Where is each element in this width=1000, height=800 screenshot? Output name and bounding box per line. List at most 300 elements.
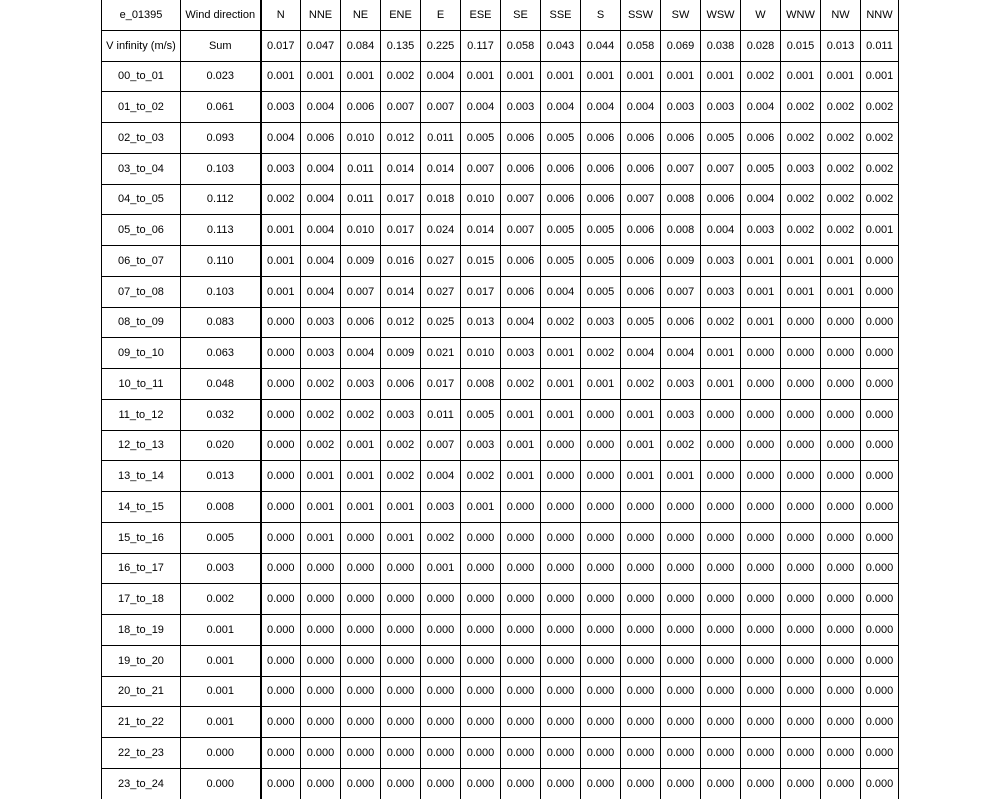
value-cell: 0.004: [301, 92, 341, 123]
value-cell: 0.000: [301, 676, 341, 707]
value-cell: 0.000: [861, 399, 899, 430]
sum-cell: 0.020: [181, 430, 261, 461]
value-cell: 0.001: [501, 430, 541, 461]
value-cell: 0.002: [381, 61, 421, 92]
value-cell: 0.000: [821, 738, 861, 769]
sum-cell: 0.001: [181, 676, 261, 707]
value-cell: 0.000: [261, 768, 301, 798]
table-row: [102, 61, 899, 92]
value-cell: 0.000: [781, 553, 821, 584]
value-cell: 0.000: [581, 645, 621, 676]
row-label-cell: 09_to_10: [102, 338, 181, 369]
value-cell: 0.008: [461, 369, 501, 400]
value-cell: 0.000: [701, 615, 741, 646]
value-cell: 0.001: [701, 338, 741, 369]
value-cell: 0.058: [501, 30, 541, 61]
value-cell: SE: [501, 0, 541, 30]
value-cell: 0.004: [541, 276, 581, 307]
value-cell: 0.000: [661, 584, 701, 615]
value-cell: 0.004: [421, 461, 461, 492]
value-cell: 0.000: [341, 615, 381, 646]
value-cell: 0.002: [301, 430, 341, 461]
sum-cell: 0.110: [181, 246, 261, 277]
value-cell: 0.000: [821, 430, 861, 461]
value-cell: 0.016: [381, 246, 421, 277]
value-cell: 0.000: [741, 399, 781, 430]
value-cell: 0.000: [461, 738, 501, 769]
value-cell: 0.017: [261, 30, 301, 61]
value-cell: 0.000: [821, 615, 861, 646]
value-cell: 0.000: [701, 522, 741, 553]
value-cell: 0.000: [261, 369, 301, 400]
row-label-cell: 06_to_07: [102, 246, 181, 277]
value-cell: 0.000: [861, 461, 899, 492]
value-cell: 0.002: [461, 461, 501, 492]
value-cell: 0.000: [701, 584, 741, 615]
value-cell: 0.000: [781, 522, 821, 553]
value-cell: 0.004: [421, 61, 461, 92]
value-cell: 0.001: [861, 61, 899, 92]
value-cell: 0.000: [661, 707, 701, 738]
value-cell: 0.004: [661, 338, 701, 369]
value-cell: 0.000: [781, 676, 821, 707]
value-cell: 0.000: [541, 461, 581, 492]
value-cell: 0.003: [741, 215, 781, 246]
value-cell: 0.000: [501, 584, 541, 615]
table-row: [102, 522, 899, 553]
value-cell: 0.028: [741, 30, 781, 61]
value-cell: 0.000: [341, 738, 381, 769]
value-cell: 0.004: [541, 92, 581, 123]
value-cell: 0.006: [701, 184, 741, 215]
value-cell: 0.010: [341, 215, 381, 246]
sum-cell: 0.008: [181, 492, 261, 523]
table-row: [102, 123, 899, 154]
value-cell: 0.000: [421, 738, 461, 769]
value-cell: 0.000: [381, 707, 421, 738]
value-cell: 0.001: [501, 61, 541, 92]
value-cell: 0.000: [661, 553, 701, 584]
value-cell: 0.000: [381, 738, 421, 769]
value-cell: 0.000: [261, 584, 301, 615]
table-row: [102, 707, 899, 738]
value-cell: 0.000: [781, 461, 821, 492]
value-cell: 0.004: [581, 92, 621, 123]
value-cell: 0.007: [461, 153, 501, 184]
value-cell: 0.000: [861, 676, 899, 707]
value-cell: 0.000: [741, 768, 781, 798]
value-cell: 0.001: [581, 369, 621, 400]
value-cell: 0.000: [581, 461, 621, 492]
value-cell: 0.013: [461, 307, 501, 338]
value-cell: 0.000: [261, 492, 301, 523]
value-cell: 0.043: [541, 30, 581, 61]
value-cell: 0.000: [421, 768, 461, 798]
value-cell: 0.024: [421, 215, 461, 246]
table-row: [102, 307, 899, 338]
value-cell: 0.000: [781, 615, 821, 646]
value-cell: 0.000: [501, 707, 541, 738]
value-cell: 0.000: [381, 676, 421, 707]
row-label-cell: 00_to_01: [102, 61, 181, 92]
value-cell: 0.027: [421, 276, 461, 307]
value-cell: 0.000: [501, 645, 541, 676]
value-cell: 0.001: [741, 307, 781, 338]
value-cell: 0.002: [781, 92, 821, 123]
value-cell: N: [261, 0, 301, 30]
value-cell: 0.001: [741, 246, 781, 277]
value-cell: 0.000: [261, 676, 301, 707]
value-cell: 0.000: [261, 338, 301, 369]
value-cell: 0.011: [341, 184, 381, 215]
row-label-cell: V infinity (m/s): [102, 30, 181, 61]
value-cell: 0.000: [341, 522, 381, 553]
value-cell: 0.000: [581, 676, 621, 707]
row-label-cell: 10_to_11: [102, 369, 181, 400]
table-row: [102, 276, 899, 307]
sum-cell: 0.103: [181, 276, 261, 307]
value-cell: 0.000: [741, 707, 781, 738]
value-cell: 0.005: [461, 123, 501, 154]
sum-cell: 0.061: [181, 92, 261, 123]
value-cell: 0.005: [581, 276, 621, 307]
value-cell: 0.000: [701, 645, 741, 676]
value-cell: 0.001: [261, 246, 301, 277]
value-cell: 0.001: [701, 369, 741, 400]
sum-cell: Sum: [181, 30, 261, 61]
value-cell: 0.002: [861, 92, 899, 123]
value-cell: 0.000: [541, 615, 581, 646]
value-cell: 0.000: [541, 707, 581, 738]
value-cell: 0.007: [421, 92, 461, 123]
value-cell: 0.004: [301, 276, 341, 307]
value-cell: 0.000: [301, 768, 341, 798]
value-cell: 0.225: [421, 30, 461, 61]
value-cell: 0.005: [461, 399, 501, 430]
value-cell: 0.000: [381, 584, 421, 615]
value-cell: 0.002: [701, 307, 741, 338]
value-cell: 0.006: [381, 369, 421, 400]
row-label-cell: 21_to_22: [102, 707, 181, 738]
row-label-cell: 14_to_15: [102, 492, 181, 523]
value-cell: 0.012: [381, 307, 421, 338]
value-cell: 0.001: [301, 461, 341, 492]
value-cell: 0.000: [261, 645, 301, 676]
value-cell: 0.002: [741, 61, 781, 92]
value-cell: 0.084: [341, 30, 381, 61]
value-cell: 0.006: [501, 123, 541, 154]
table-row: [102, 92, 899, 123]
value-cell: 0.002: [861, 123, 899, 154]
table-row: [102, 184, 899, 215]
value-cell: 0.006: [621, 123, 661, 154]
value-cell: 0.006: [501, 246, 541, 277]
value-cell: 0.000: [261, 430, 301, 461]
value-cell: 0.000: [781, 584, 821, 615]
value-cell: 0.000: [701, 492, 741, 523]
value-cell: 0.000: [741, 461, 781, 492]
value-cell: NNE: [301, 0, 341, 30]
value-cell: 0.003: [661, 92, 701, 123]
value-cell: 0.007: [701, 153, 741, 184]
value-cell: 0.000: [261, 399, 301, 430]
row-label-cell: 13_to_14: [102, 461, 181, 492]
row-label-cell: 05_to_06: [102, 215, 181, 246]
value-cell: 0.000: [581, 399, 621, 430]
value-cell: 0.005: [581, 215, 621, 246]
value-cell: 0.000: [621, 676, 661, 707]
value-cell: 0.000: [261, 522, 301, 553]
value-cell: 0.003: [301, 338, 341, 369]
value-cell: WNW: [781, 0, 821, 30]
sum-cell: 0.001: [181, 645, 261, 676]
header-row: [102, 0, 899, 30]
value-cell: 0.014: [421, 153, 461, 184]
value-cell: 0.000: [741, 738, 781, 769]
value-cell: 0.014: [461, 215, 501, 246]
value-cell: 0.038: [701, 30, 741, 61]
value-cell: 0.000: [261, 615, 301, 646]
value-cell: 0.003: [501, 92, 541, 123]
value-cell: 0.002: [381, 430, 421, 461]
value-cell: 0.000: [741, 553, 781, 584]
value-cell: 0.002: [421, 522, 461, 553]
value-cell: 0.000: [621, 645, 661, 676]
table-row: [102, 215, 899, 246]
table-row: [102, 153, 899, 184]
value-cell: 0.003: [381, 399, 421, 430]
value-cell: 0.000: [341, 584, 381, 615]
row-label-cell: e_01395: [102, 0, 181, 30]
value-cell: 0.000: [861, 553, 899, 584]
value-cell: 0.013: [821, 30, 861, 61]
table-row: [102, 369, 899, 400]
value-cell: E: [421, 0, 461, 30]
table-row: [102, 676, 899, 707]
value-cell: 0.004: [501, 307, 541, 338]
value-cell: 0.006: [341, 92, 381, 123]
value-cell: 0.000: [661, 645, 701, 676]
value-cell: 0.001: [781, 276, 821, 307]
value-cell: 0.003: [781, 153, 821, 184]
value-cell: 0.001: [861, 215, 899, 246]
value-cell: 0.000: [741, 584, 781, 615]
value-cell: 0.000: [821, 338, 861, 369]
value-cell: 0.005: [701, 123, 741, 154]
value-cell: 0.004: [741, 184, 781, 215]
value-cell: 0.000: [301, 615, 341, 646]
value-cell: 0.000: [661, 522, 701, 553]
value-cell: 0.001: [461, 492, 501, 523]
sum-cell: 0.000: [181, 768, 261, 798]
value-cell: 0.000: [381, 645, 421, 676]
table-row: [102, 399, 899, 430]
value-cell: 0.001: [381, 492, 421, 523]
value-cell: 0.000: [861, 768, 899, 798]
row-label-cell: 03_to_04: [102, 153, 181, 184]
value-cell: 0.000: [501, 615, 541, 646]
value-cell: 0.006: [621, 153, 661, 184]
value-cell: 0.000: [701, 707, 741, 738]
value-cell: 0.005: [741, 153, 781, 184]
value-cell: 0.000: [741, 676, 781, 707]
value-cell: SSW: [621, 0, 661, 30]
value-cell: 0.000: [661, 676, 701, 707]
value-cell: 0.001: [341, 461, 381, 492]
sum-cell: 0.112: [181, 184, 261, 215]
value-cell: 0.001: [501, 399, 541, 430]
value-cell: 0.000: [541, 492, 581, 523]
table-row: [102, 338, 899, 369]
value-cell: 0.003: [261, 92, 301, 123]
value-cell: 0.005: [621, 307, 661, 338]
value-cell: 0.004: [621, 338, 661, 369]
value-cell: 0.001: [261, 61, 301, 92]
value-cell: 0.000: [581, 768, 621, 798]
value-cell: 0.002: [541, 307, 581, 338]
sum-cell: 0.048: [181, 369, 261, 400]
value-cell: 0.000: [661, 615, 701, 646]
value-cell: 0.000: [821, 307, 861, 338]
value-cell: 0.004: [261, 123, 301, 154]
value-cell: 0.000: [781, 307, 821, 338]
value-cell: 0.000: [861, 707, 899, 738]
value-cell: 0.007: [421, 430, 461, 461]
value-cell: 0.000: [741, 615, 781, 646]
value-cell: 0.002: [301, 399, 341, 430]
value-cell: 0.000: [821, 676, 861, 707]
value-cell: 0.000: [701, 461, 741, 492]
value-cell: 0.000: [741, 369, 781, 400]
value-cell: 0.000: [821, 492, 861, 523]
value-cell: 0.000: [301, 707, 341, 738]
value-cell: 0.001: [301, 522, 341, 553]
value-cell: 0.000: [261, 707, 301, 738]
value-cell: 0.000: [861, 584, 899, 615]
value-cell: 0.000: [661, 492, 701, 523]
value-cell: S: [581, 0, 621, 30]
value-cell: 0.000: [621, 707, 661, 738]
value-cell: 0.000: [261, 307, 301, 338]
value-cell: 0.000: [541, 553, 581, 584]
row-label-cell: 11_to_12: [102, 399, 181, 430]
value-cell: 0.005: [541, 123, 581, 154]
value-cell: 0.003: [261, 153, 301, 184]
value-cell: 0.000: [701, 738, 741, 769]
value-cell: SSE: [541, 0, 581, 30]
value-cell: 0.000: [821, 522, 861, 553]
value-cell: 0.000: [461, 676, 501, 707]
value-cell: 0.002: [821, 184, 861, 215]
value-cell: 0.001: [821, 61, 861, 92]
value-cell: 0.000: [661, 738, 701, 769]
value-cell: 0.000: [701, 430, 741, 461]
value-cell: 0.117: [461, 30, 501, 61]
value-cell: 0.000: [421, 707, 461, 738]
value-cell: 0.002: [821, 153, 861, 184]
value-cell: 0.001: [781, 61, 821, 92]
value-cell: 0.000: [701, 399, 741, 430]
value-cell: 0.004: [341, 338, 381, 369]
value-cell: 0.000: [581, 430, 621, 461]
row-label-cell: 04_to_05: [102, 184, 181, 215]
value-cell: 0.001: [821, 276, 861, 307]
value-cell: 0.012: [381, 123, 421, 154]
value-cell: 0.002: [621, 369, 661, 400]
value-cell: 0.000: [701, 553, 741, 584]
row-label-cell: 19_to_20: [102, 645, 181, 676]
value-cell: 0.000: [861, 276, 899, 307]
value-cell: 0.027: [421, 246, 461, 277]
value-cell: 0.000: [341, 553, 381, 584]
value-cell: 0.000: [861, 338, 899, 369]
value-cell: 0.005: [541, 246, 581, 277]
value-cell: 0.011: [861, 30, 899, 61]
value-cell: 0.006: [581, 184, 621, 215]
value-cell: NE: [341, 0, 381, 30]
value-cell: 0.001: [501, 461, 541, 492]
value-cell: 0.007: [381, 92, 421, 123]
value-cell: 0.000: [541, 768, 581, 798]
value-cell: 0.003: [421, 492, 461, 523]
table-row: [102, 768, 899, 798]
sum-cell: 0.103: [181, 153, 261, 184]
sum-cell: 0.003: [181, 553, 261, 584]
value-cell: 0.008: [661, 215, 701, 246]
value-cell: 0.009: [381, 338, 421, 369]
value-cell: 0.005: [541, 215, 581, 246]
wind-frequency-table: [101, 0, 899, 799]
value-cell: 0.004: [701, 215, 741, 246]
value-cell: 0.002: [341, 399, 381, 430]
value-cell: 0.000: [261, 461, 301, 492]
value-cell: WSW: [701, 0, 741, 30]
value-cell: 0.001: [341, 492, 381, 523]
value-cell: 0.007: [341, 276, 381, 307]
value-cell: 0.001: [301, 61, 341, 92]
value-cell: 0.014: [381, 153, 421, 184]
value-cell: 0.001: [341, 61, 381, 92]
value-cell: 0.000: [461, 553, 501, 584]
value-cell: 0.003: [461, 430, 501, 461]
value-cell: 0.001: [741, 276, 781, 307]
value-cell: 0.003: [581, 307, 621, 338]
value-cell: 0.000: [621, 738, 661, 769]
row-label-cell: 22_to_23: [102, 738, 181, 769]
value-cell: 0.006: [581, 123, 621, 154]
row-label-cell: 23_to_24: [102, 768, 181, 798]
value-cell: 0.000: [741, 522, 781, 553]
value-cell: 0.000: [501, 738, 541, 769]
value-cell: 0.021: [421, 338, 461, 369]
value-cell: 0.000: [821, 553, 861, 584]
value-cell: 0.001: [421, 553, 461, 584]
value-cell: 0.000: [541, 430, 581, 461]
value-cell: 0.000: [741, 645, 781, 676]
value-cell: 0.000: [781, 707, 821, 738]
table-row: [102, 430, 899, 461]
value-cell: 0.000: [341, 645, 381, 676]
value-cell: 0.006: [621, 215, 661, 246]
value-cell: 0.000: [861, 492, 899, 523]
value-cell: 0.011: [341, 153, 381, 184]
value-cell: 0.047: [301, 30, 341, 61]
value-cell: 0.017: [461, 276, 501, 307]
value-cell: 0.001: [341, 430, 381, 461]
value-cell: 0.004: [741, 92, 781, 123]
value-cell: 0.003: [341, 369, 381, 400]
value-cell: 0.003: [661, 369, 701, 400]
